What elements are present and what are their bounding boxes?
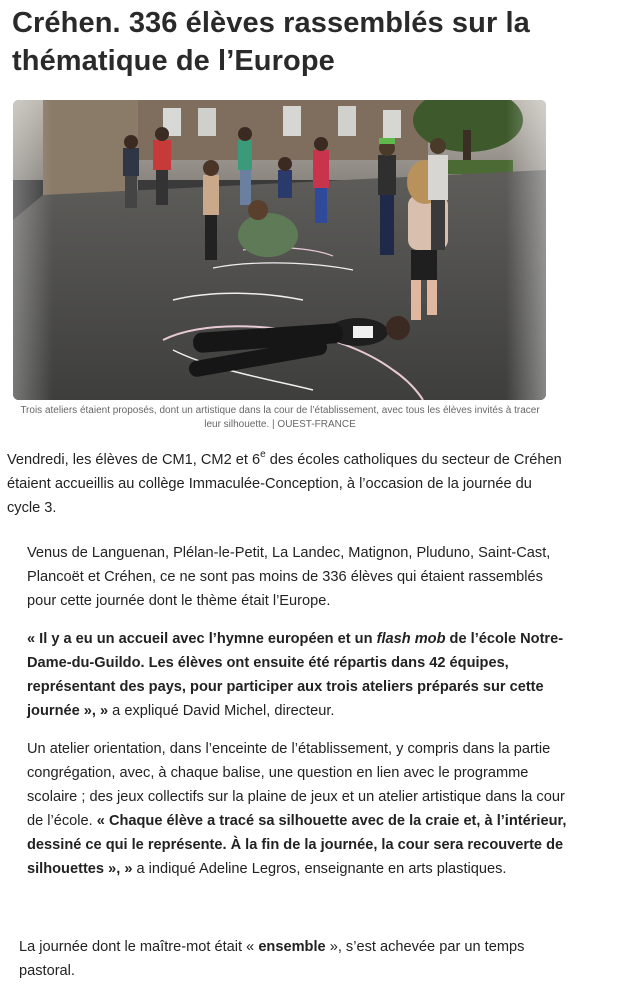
intro-text-b: des écoles catholiques du secteur de Créhen étaient accueillis au collège Immaculée-Conception, à l’occasion de la journée du cycle 3. — [7, 452, 562, 516]
paragraph-director-quote — [27, 627, 572, 723]
teacher-quote: « Chaque élève a tracé sa silhouette avec de la craie et, à l’intérieur, dessiné ce qui le représente. À la fin de la journée, la cour sera recouverte de silhouettes », » — [27, 813, 567, 877]
quote-part-b: de l’école Notre-Dame-du-Guildo. Les élèves ont ensuite été répartis dans 42 équipes, représentant des pays, pour participer aux trois ateliers préparés sur cette journée », » — [27, 631, 564, 719]
paragraph-closing — [19, 935, 569, 983]
closing-text-b: », s’est achevée par un temps pastoral. — [19, 939, 525, 979]
teacher-attribution: a indiqué Adeline Legros, enseignante en arts plastiques. — [132, 861, 507, 877]
quote-emphasis: flash mob — [376, 631, 446, 647]
paragraph-workshops — [27, 737, 577, 881]
closing-text-a: La journée dont le maître-mot était « — [19, 939, 259, 955]
paragraph-intro — [7, 448, 567, 520]
paragraph-towns: Venus de Languenan, Plélan-le-Petit, La Landec, Matignon, Pluduno, Saint-Cast, Plancoët et Créhen, ce ne sont pas moins de 336 élèves qui étaient rassemblés pour cette journée dont le thème était l’Europe. — [27, 545, 551, 609]
closing-keyword: ensemble — [258, 939, 330, 955]
quote-attribution: a expliqué David Michel, directeur. — [108, 703, 335, 719]
article-photo — [13, 100, 546, 400]
workshops-text: Un atelier orientation, dans l’enceinte de l’établissement, y compris dans la partie congrégation, avec, à chaque balise, une question en lien avec le programme scolaire ; des jeux collectifs sur la plaine de jeux et un atelier artistique dans la cour de l’école. — [27, 741, 565, 829]
schoolyard-photo — [13, 100, 546, 400]
intro-text-a: Vendredi, les élèves de CM1, CM2 et 6 — [7, 452, 261, 468]
photo-caption: Trois ateliers étaient proposés, dont un artistique dans la cour de l’établissement, avec tous les élèves invités à tracer leur silhouette. | OUEST-FRANCE — [20, 405, 540, 430]
ordinal-superscript: e — [260, 449, 266, 461]
quote-part-a: « Il y a eu un accueil avec l’hymne européen et un — [27, 631, 377, 647]
article-title: Créhen. 336 élèves rassemblés sur la thématique de l’Europe — [12, 7, 530, 77]
